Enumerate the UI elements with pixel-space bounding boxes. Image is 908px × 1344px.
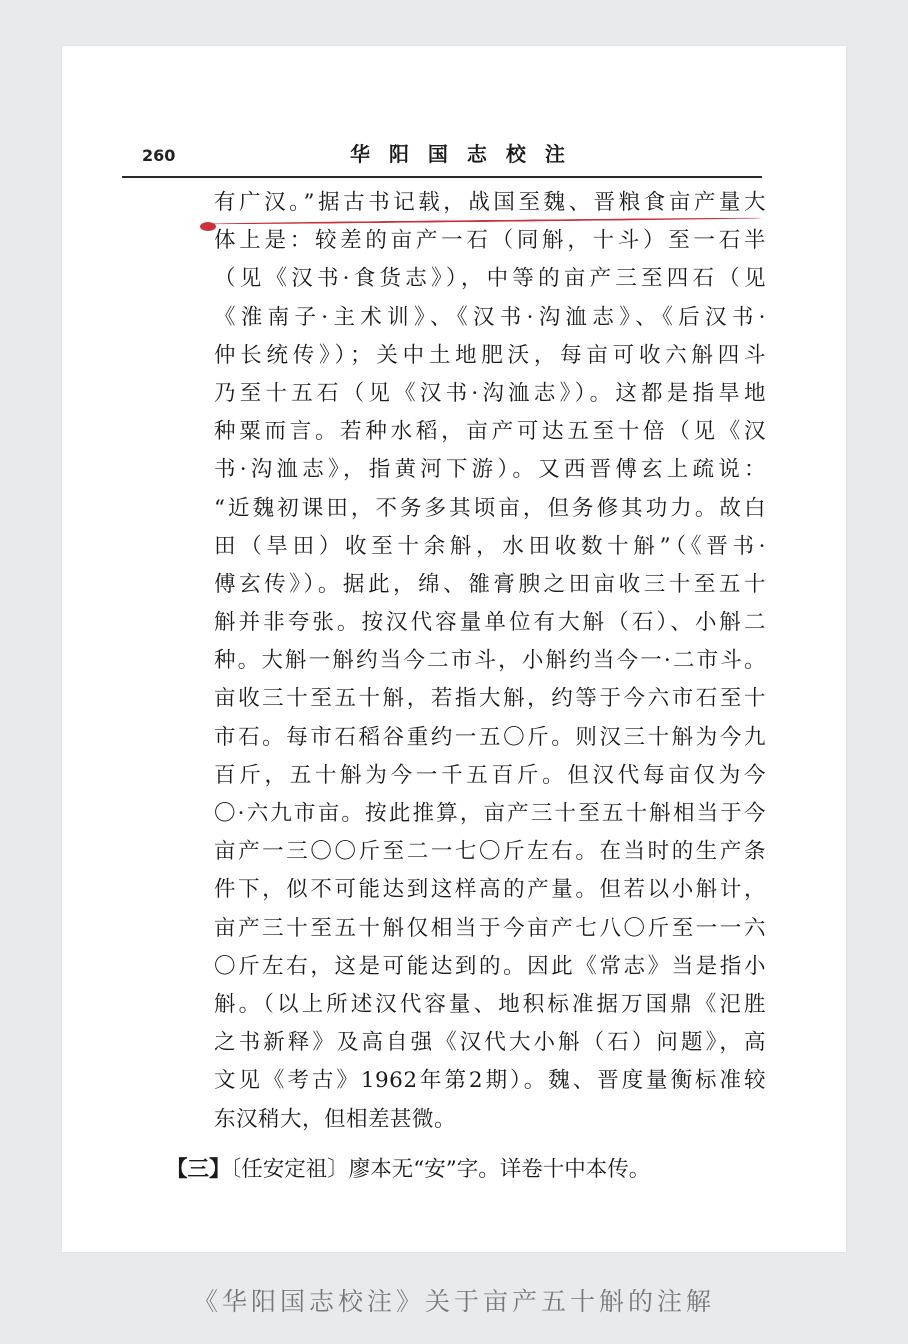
- text-line: 有广汉。”据古书记载，战国至魏、晋粮食亩产量大: [214, 190, 766, 215]
- running-head: 华 阳 国 志 校 注: [350, 142, 571, 166]
- text-line: 亩收三十至五十斛，若指大斛，约等于今六市石至十: [214, 686, 766, 712]
- text-line: 文见《考古》1962年第2期）。魏、晋度量衡标准较: [214, 1068, 766, 1094]
- body-text: [214, 184, 766, 1139]
- image-caption: 《华阳国志校注》关于亩产五十斛的注解: [192, 1287, 715, 1316]
- book-page: [62, 46, 846, 1252]
- page-number: 260: [142, 146, 176, 165]
- footnote: [166, 1152, 766, 1183]
- header-rule: [122, 176, 762, 178]
- text-line: 市石。每市石稻谷重约一五〇斤。则汉三十斛为今九: [214, 724, 766, 750]
- text-line: （见《汉书·食货志》），中等的亩产三至四石（见: [214, 266, 766, 292]
- text-line: 种。大斛一斛约当今二市斗，小斛约当今一·二市斗。: [214, 648, 766, 674]
- text-line: 种粟而言。若种水稻，亩产可达五至十倍（见《汉: [214, 419, 766, 445]
- text-line: 亩产三十至五十斛仅相当于今亩产七八〇斤至一一六: [214, 915, 766, 941]
- text-line: 乃至十五石（见《汉书·沟洫志》）。这都是指旱地: [214, 380, 766, 406]
- text-line: 件下，似不可能达到这样高的产量。但若以小斛计，: [214, 877, 766, 903]
- text-line: 斛。（以上所述汉代容量、地积标准据万国鼎《汜胜: [214, 991, 766, 1017]
- text-line: 东汉稍大，但相差甚微。: [214, 1106, 457, 1132]
- text-line: 〇斤左右，这是可能达到的。因此《常志》当是指小: [214, 953, 766, 979]
- text-line: 百斤，五十斛为今一千五百斤。但汉代每亩仅为今: [214, 762, 766, 788]
- text-line: 田（旱田）收至十余斛，水田收数十斛”（《晋书·: [214, 533, 766, 559]
- footnote-tag: 【三】: [166, 1157, 231, 1182]
- text-line: 之书新释》及高自强《汉代大小斛（石）问题》，高: [214, 1030, 766, 1056]
- footnote-text: 〔任安定祖〕廖本无“安”字。详卷十中本传。: [230, 1157, 651, 1182]
- text-line: 《淮南子·主术训》、《汉书·沟洫志》、《后汉书·: [214, 304, 766, 330]
- text-line: 体上是：较差的亩产一石（同斛，十斗）至一石半: [214, 228, 766, 254]
- red-ink-blot: [200, 222, 216, 231]
- text-line: 〇·六九市亩。按此推算，亩产三十至五十斛相当于今: [214, 801, 766, 826]
- text-line: 仲长统传》）；关中土地肥沃，每亩可收六斛四斗: [214, 342, 766, 368]
- text-line: 书·沟洫志》，指黄河下游）。又西晋傅玄上疏说：: [214, 457, 766, 483]
- text-line: 斛并非夸张。按汉代容量单位有大斛（石）、小斛二: [214, 610, 766, 636]
- text-line: 傅玄传》）。据此，绵、雒膏腴之田亩收三十至五十: [214, 571, 766, 597]
- text-line: 亩产一三〇〇斤至二一七〇斤左右。在当时的生产条: [214, 839, 766, 865]
- text-line: “近魏初课田，不务多其顷亩，但务修其功力。故白: [214, 495, 766, 521]
